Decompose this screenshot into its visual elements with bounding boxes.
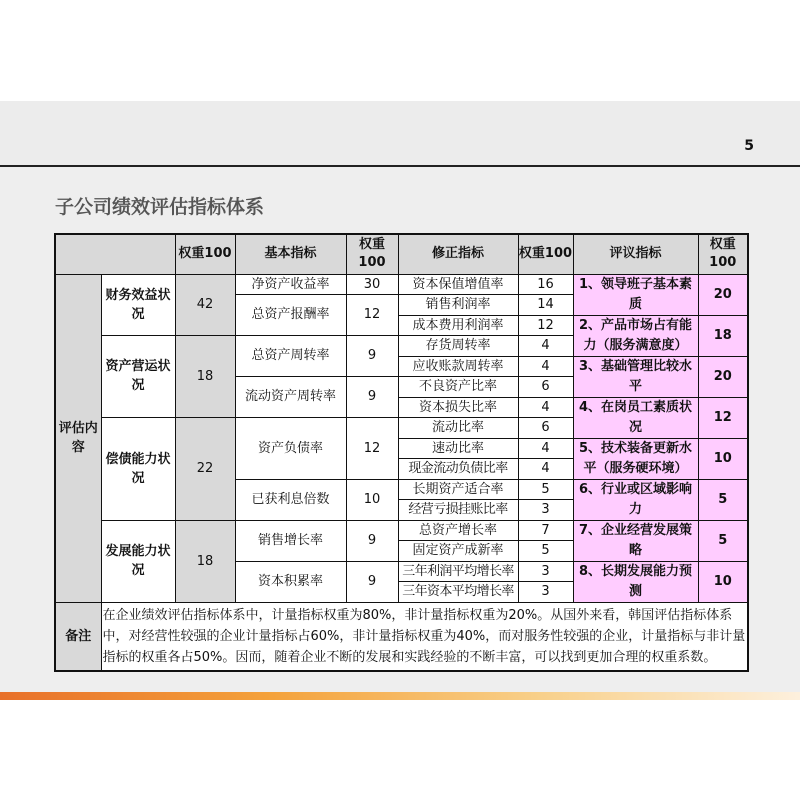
modified-indicator: 总资产增长率 xyxy=(398,520,518,541)
basic-indicator: 净资产收益率 xyxy=(235,274,346,294)
modified-indicator: 不良资产比率 xyxy=(398,376,518,397)
review-indicator: 4、在岗员工素质状况 xyxy=(573,397,698,438)
basic-indicator: 资本积累率 xyxy=(235,561,346,602)
group-weight: 18 xyxy=(175,520,235,602)
group-name: 发展能力状况 xyxy=(101,520,175,602)
header-band xyxy=(0,101,800,165)
header-blank xyxy=(55,234,175,274)
page-number: 5 xyxy=(744,138,754,154)
basic-weight: 9 xyxy=(346,520,398,561)
review-indicator: 5、技术装备更新水平（服务硬环境） xyxy=(573,438,698,479)
modified-indicator: 应收账款周转率 xyxy=(398,356,518,376)
basic-indicator: 流动资产周转率 xyxy=(235,376,346,417)
review-indicator: 8、长期发展能力预测 xyxy=(573,561,698,602)
review-indicator: 6、行业或区域影响力 xyxy=(573,479,698,520)
basic-indicator: 总资产报酬率 xyxy=(235,294,346,335)
modified-indicator: 速动比率 xyxy=(398,438,518,459)
modified-weight: 6 xyxy=(518,417,573,438)
modified-weight: 4 xyxy=(518,397,573,417)
note-text: 在企业绩效评估指标体系中，计量指标权重为80%，非计量指标权重为20%。从国外来看，韩国评估指标体系中，对经营性较强的企业计量指标占60%，非计量指标权重为40%，而对服务性较强的企业，计量指标与非计量指标的权重各占50%。因而，随着企业不断的发展和实践经验的不断丰富，可以找到更加合理的权重系数。 xyxy=(101,602,748,671)
modified-indicator: 三年利润平均增长率 xyxy=(398,561,518,582)
note-row xyxy=(55,602,748,671)
review-weight: 5 xyxy=(698,520,748,561)
modified-indicator: 固定资产成新率 xyxy=(398,541,518,562)
header-basic-indicator: 基本指标 xyxy=(235,234,346,274)
modified-weight: 5 xyxy=(518,479,573,500)
header-modified-weight: 权重100 xyxy=(518,234,573,274)
modified-indicator: 经营亏损挂账比率 xyxy=(398,500,518,521)
modified-weight: 5 xyxy=(518,541,573,562)
modified-weight: 16 xyxy=(518,274,573,294)
basic-weight: 9 xyxy=(346,376,398,417)
modified-indicator: 成本费用利润率 xyxy=(398,315,518,335)
indicator-table xyxy=(54,233,749,672)
modified-weight: 12 xyxy=(518,315,573,335)
note-label: 备注 xyxy=(55,602,101,671)
review-indicator: 2、产品市场占有能力（服务满意度） xyxy=(573,315,698,356)
review-weight: 20 xyxy=(698,274,748,315)
review-indicator: 3、基础管理比较水平 xyxy=(573,356,698,397)
group-name: 资产营运状况 xyxy=(101,335,175,417)
review-weight: 12 xyxy=(698,397,748,438)
footer-accent-bar xyxy=(0,692,800,700)
basic-weight: 12 xyxy=(346,417,398,479)
modified-indicator: 长期资产适合率 xyxy=(398,479,518,500)
basic-weight: 10 xyxy=(346,479,398,520)
group-weight: 42 xyxy=(175,274,235,335)
basic-weight: 9 xyxy=(346,335,398,376)
basic-indicator: 已获利息倍数 xyxy=(235,479,346,520)
modified-weight: 14 xyxy=(518,294,573,315)
eval-content-label: 评估内容 xyxy=(55,274,101,602)
basic-indicator: 资产负债率 xyxy=(235,417,346,479)
header-review-weight: 权重100 xyxy=(698,234,748,274)
modified-weight: 3 xyxy=(518,561,573,582)
group-name: 财务效益状况 xyxy=(101,274,175,335)
group-weight: 18 xyxy=(175,335,235,417)
header-group-weight: 权重100 xyxy=(175,234,235,274)
header-review-indicator: 评议指标 xyxy=(573,234,698,274)
table-row xyxy=(55,274,748,294)
modified-weight: 3 xyxy=(518,582,573,603)
review-indicator: 1、领导班子基本素质 xyxy=(573,274,698,315)
modified-indicator: 资本损失比率 xyxy=(398,397,518,417)
modified-weight: 4 xyxy=(518,438,573,459)
header-basic-weight: 权重100 xyxy=(346,234,398,274)
basic-weight: 9 xyxy=(346,561,398,602)
modified-weight: 6 xyxy=(518,376,573,397)
modified-indicator: 三年资本平均增长率 xyxy=(398,582,518,603)
basic-weight: 12 xyxy=(346,294,398,335)
group-weight: 22 xyxy=(175,417,235,520)
review-weight: 20 xyxy=(698,356,748,397)
table-header-row xyxy=(55,234,748,274)
modified-weight: 4 xyxy=(518,335,573,356)
basic-indicator: 总资产周转率 xyxy=(235,335,346,376)
modified-indicator: 存货周转率 xyxy=(398,335,518,356)
modified-indicator: 销售利润率 xyxy=(398,294,518,315)
modified-indicator: 流动比率 xyxy=(398,417,518,438)
review-weight: 10 xyxy=(698,438,748,479)
page-title: 子公司绩效评估指标体系 xyxy=(55,196,265,218)
modified-weight: 3 xyxy=(518,500,573,521)
modified-weight: 4 xyxy=(518,459,573,480)
table-row xyxy=(55,520,748,541)
basic-weight: 30 xyxy=(346,274,398,294)
review-weight: 5 xyxy=(698,479,748,520)
basic-indicator: 销售增长率 xyxy=(235,520,346,561)
modified-weight: 7 xyxy=(518,520,573,541)
review-indicator: 7、企业经营发展策略 xyxy=(573,520,698,561)
modified-weight: 4 xyxy=(518,356,573,376)
review-weight: 18 xyxy=(698,315,748,356)
review-weight: 10 xyxy=(698,561,748,602)
modified-indicator: 资本保值增值率 xyxy=(398,274,518,294)
group-name: 偿债能力状况 xyxy=(101,417,175,520)
modified-indicator: 现金流动负债比率 xyxy=(398,459,518,480)
header-modified-indicator: 修正指标 xyxy=(398,234,518,274)
